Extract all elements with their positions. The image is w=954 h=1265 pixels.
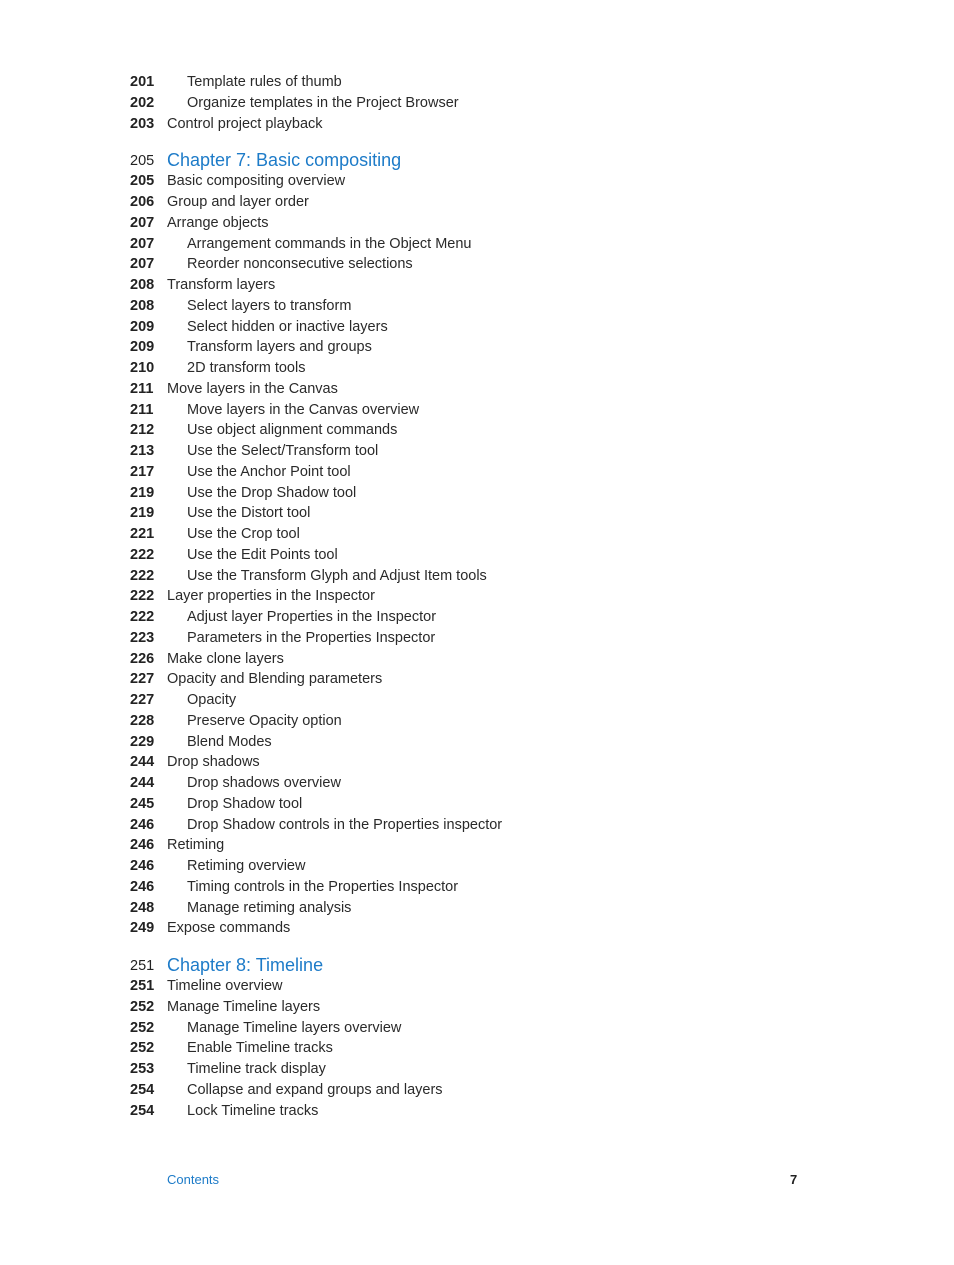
toc-subentry[interactable]: [0, 72, 954, 93]
toc-subentry[interactable]: [0, 337, 954, 358]
entry-page-number: 208: [130, 297, 155, 314]
chapter-page-number: 251: [130, 958, 155, 974]
entry-page-number: 222: [130, 588, 155, 605]
entry-title[interactable]: Drop Shadow controls in the Properties inspector: [187, 816, 503, 833]
chapter-heading[interactable]: [0, 954, 954, 976]
toc-subentry[interactable]: [0, 462, 954, 483]
toc-entry[interactable]: [0, 114, 954, 135]
entry-title[interactable]: Retiming: [167, 837, 225, 854]
entry-title[interactable]: Parameters in the Properties Inspector: [187, 629, 436, 646]
toc-subentry[interactable]: [0, 1038, 954, 1059]
toc-subentry[interactable]: [0, 794, 954, 815]
toc-subentry[interactable]: [0, 420, 954, 441]
entry-page-number: 227: [130, 671, 155, 688]
entry-page-number: 227: [130, 692, 155, 708]
toc-subentry[interactable]: [0, 1080, 954, 1101]
entry-title[interactable]: Manage Timeline layers: [167, 998, 321, 1015]
entry-page-number: 221: [130, 526, 155, 542]
entry-page-number: 201: [130, 74, 155, 90]
entry-title[interactable]: Collapse and expand groups and layers: [187, 1081, 443, 1098]
entry-title[interactable]: Use the Edit Points tool: [187, 546, 338, 563]
entry-title[interactable]: Opacity and Blending parameters: [167, 671, 383, 688]
entry-title[interactable]: Use the Crop tool: [187, 526, 300, 542]
entry-page-number: 244: [130, 775, 155, 791]
toc-subentry[interactable]: [0, 317, 954, 338]
entry-page-number: 223: [130, 629, 155, 646]
entry-title[interactable]: Lock Timeline tracks: [187, 1102, 319, 1119]
entry-title[interactable]: Expose commands: [167, 920, 291, 937]
entry-title[interactable]: 2D transform tools: [187, 360, 306, 376]
entry-page-number: 209: [130, 339, 155, 356]
entry-page-number: 246: [130, 858, 155, 874]
toc-subentry[interactable]: [0, 815, 954, 836]
chapter-page-number: 205: [130, 153, 155, 170]
toc-entry[interactable]: [0, 275, 954, 296]
entry-page-number: 246: [130, 816, 155, 833]
entry-title[interactable]: Manage Timeline layers overview: [187, 1019, 402, 1036]
entry-title[interactable]: Control project playback: [167, 115, 323, 132]
entry-title[interactable]: Use the Transform Glyph and Adjust Item tools: [187, 567, 487, 584]
entry-page-number: 252: [130, 1019, 155, 1036]
entry-page-number: 226: [130, 650, 155, 667]
entry-title[interactable]: Transform layers: [167, 277, 276, 293]
entry-title[interactable]: Use the Drop Shadow tool: [187, 484, 357, 501]
entry-page-number: 213: [130, 443, 155, 459]
toc-entry[interactable]: [0, 752, 954, 773]
entry-title[interactable]: Template rules of thumb: [187, 74, 342, 90]
entry-title[interactable]: Select hidden or inactive layers: [187, 318, 388, 335]
toc-entry[interactable]: [0, 669, 954, 690]
toc-subentry[interactable]: [0, 898, 954, 919]
entry-page-number: 246: [130, 878, 155, 895]
entry-title[interactable]: Use the Distort tool: [187, 505, 311, 522]
toc-entry[interactable]: [0, 171, 954, 192]
entry-page-number: 219: [130, 484, 155, 501]
toc-entry[interactable]: [0, 835, 954, 856]
toc-subentry[interactable]: [0, 773, 954, 794]
toc-subentry[interactable]: [0, 628, 954, 649]
entry-page-number: 217: [130, 463, 155, 480]
entry-page-number: 246: [130, 837, 155, 854]
entry-page-number: 211: [130, 401, 154, 418]
entry-title[interactable]: Drop shadows overview: [187, 775, 341, 791]
entry-page-number: 212: [130, 422, 155, 439]
toc-entry[interactable]: [0, 918, 954, 939]
entry-page-number: 202: [130, 94, 155, 111]
entry-page-number: 210: [130, 360, 155, 376]
toc-entry[interactable]: [0, 649, 954, 670]
toc-subentry[interactable]: [0, 483, 954, 504]
chapter-heading[interactable]: [0, 149, 954, 171]
entry-page-number: 248: [130, 899, 155, 916]
entry-title[interactable]: Make clone layers: [167, 650, 284, 667]
toc-subentry[interactable]: [0, 711, 954, 732]
entry-title[interactable]: Basic compositing overview: [167, 173, 346, 190]
entry-title[interactable]: Blend Modes: [187, 733, 272, 750]
toc-subentry[interactable]: [0, 732, 954, 753]
entry-title[interactable]: Use object alignment commands: [187, 422, 398, 439]
entry-page-number: 254: [130, 1081, 155, 1098]
entry-page-number: 209: [130, 318, 155, 335]
entry-title[interactable]: Preserve Opacity option: [187, 712, 342, 729]
toc-entry[interactable]: [0, 976, 954, 997]
entry-page-number: 207: [130, 256, 155, 273]
entry-page-number: 254: [130, 1102, 155, 1119]
toc-subentry[interactable]: [0, 566, 954, 587]
toc-subentry[interactable]: [0, 607, 954, 628]
entry-title[interactable]: Use the Select/Transform tool: [187, 443, 379, 459]
entry-title[interactable]: Opacity: [187, 692, 237, 708]
toc-subentry[interactable]: [0, 1059, 954, 1080]
chapter-title[interactable]: Chapter 8: Timeline: [167, 955, 324, 975]
entry-title[interactable]: Transform layers and groups: [187, 339, 372, 356]
entry-title[interactable]: Timing controls in the Properties Inspector: [187, 878, 459, 895]
entry-page-number: 222: [130, 546, 155, 563]
entry-title[interactable]: Group and layer order: [167, 194, 309, 210]
entry-page-number: 211: [130, 380, 154, 397]
entry-title[interactable]: Organize templates in the Project Browser: [187, 94, 459, 111]
toc-subentry[interactable]: [0, 358, 954, 379]
entry-title[interactable]: Arrange objects: [167, 214, 269, 231]
entry-page-number: 245: [130, 795, 155, 812]
toc-subentry[interactable]: [0, 690, 954, 711]
entry-page-number: 208: [130, 277, 155, 293]
entry-page-number: 229: [130, 733, 155, 750]
entry-title[interactable]: Adjust layer Properties in the Inspector: [187, 609, 437, 625]
entry-page-number: 228: [130, 712, 155, 729]
entry-title[interactable]: Reorder nonconsecutive selections: [187, 256, 413, 273]
toc-subentry[interactable]: [0, 1101, 954, 1122]
entry-title[interactable]: Move layers in the Canvas overview: [187, 401, 420, 418]
entry-page-number: 222: [130, 567, 155, 584]
entry-title[interactable]: Drop Shadow tool: [187, 795, 303, 812]
entry-page-number: 219: [130, 505, 155, 522]
toc-subentry[interactable]: [0, 877, 954, 898]
entry-title[interactable]: Arrangement commands in the Object Menu: [187, 235, 472, 252]
entry-title[interactable]: Layer properties in the Inspector: [167, 588, 375, 605]
chapter-title[interactable]: Chapter 7: Basic compositing: [167, 150, 402, 171]
contents-link[interactable]: Contents: [167, 1172, 220, 1187]
entry-title[interactable]: Use the Anchor Point tool: [187, 463, 351, 480]
toc-subentry[interactable]: [0, 234, 954, 255]
toc-entry[interactable]: [0, 192, 954, 213]
toc-entry[interactable]: [0, 379, 954, 400]
entry-title[interactable]: Manage retiming analysis: [187, 899, 352, 916]
toc-subentry[interactable]: [0, 93, 954, 114]
toc-subentry[interactable]: [0, 524, 954, 545]
entry-title[interactable]: Retiming overview: [187, 858, 306, 874]
toc-subentry[interactable]: [0, 856, 954, 877]
toc-entry[interactable]: [0, 586, 954, 607]
entry-title[interactable]: Timeline track display: [187, 1061, 326, 1077]
toc-subentry[interactable]: [0, 254, 954, 275]
toc-subentry[interactable]: [0, 441, 954, 462]
entry-page-number: 222: [130, 609, 155, 625]
entry-title[interactable]: Enable Timeline tracks: [187, 1040, 333, 1057]
entry-title[interactable]: Timeline overview: [167, 978, 283, 994]
entry-page-number: 205: [130, 173, 155, 190]
entry-page-number: 207: [130, 235, 155, 252]
table-of-contents: [0, 72, 954, 1121]
entry-page-number: 252: [130, 1040, 155, 1057]
entry-title[interactable]: Drop shadows: [167, 754, 260, 771]
toc-entry[interactable]: [0, 997, 954, 1018]
entry-page-number: 244: [130, 754, 155, 771]
entry-page-number: 249: [130, 920, 155, 937]
entry-page-number: 251: [130, 978, 155, 994]
entry-page-number: 253: [130, 1061, 155, 1077]
page-number: 7: [790, 1172, 798, 1187]
entry-page-number: 207: [130, 214, 155, 231]
page-footer: [0, 1172, 954, 1192]
toc-subentry[interactable]: [0, 1018, 954, 1039]
toc-entry[interactable]: [0, 213, 954, 234]
toc-subentry[interactable]: [0, 545, 954, 566]
toc-subentry[interactable]: [0, 400, 954, 421]
entry-page-number: 252: [130, 998, 155, 1015]
entry-title[interactable]: Select layers to transform: [187, 297, 352, 314]
entry-title[interactable]: Move layers in the Canvas: [167, 380, 338, 397]
entry-page-number: 203: [130, 115, 155, 132]
toc-subentry[interactable]: [0, 296, 954, 317]
toc-subentry[interactable]: [0, 503, 954, 524]
entry-page-number: 206: [130, 194, 155, 210]
